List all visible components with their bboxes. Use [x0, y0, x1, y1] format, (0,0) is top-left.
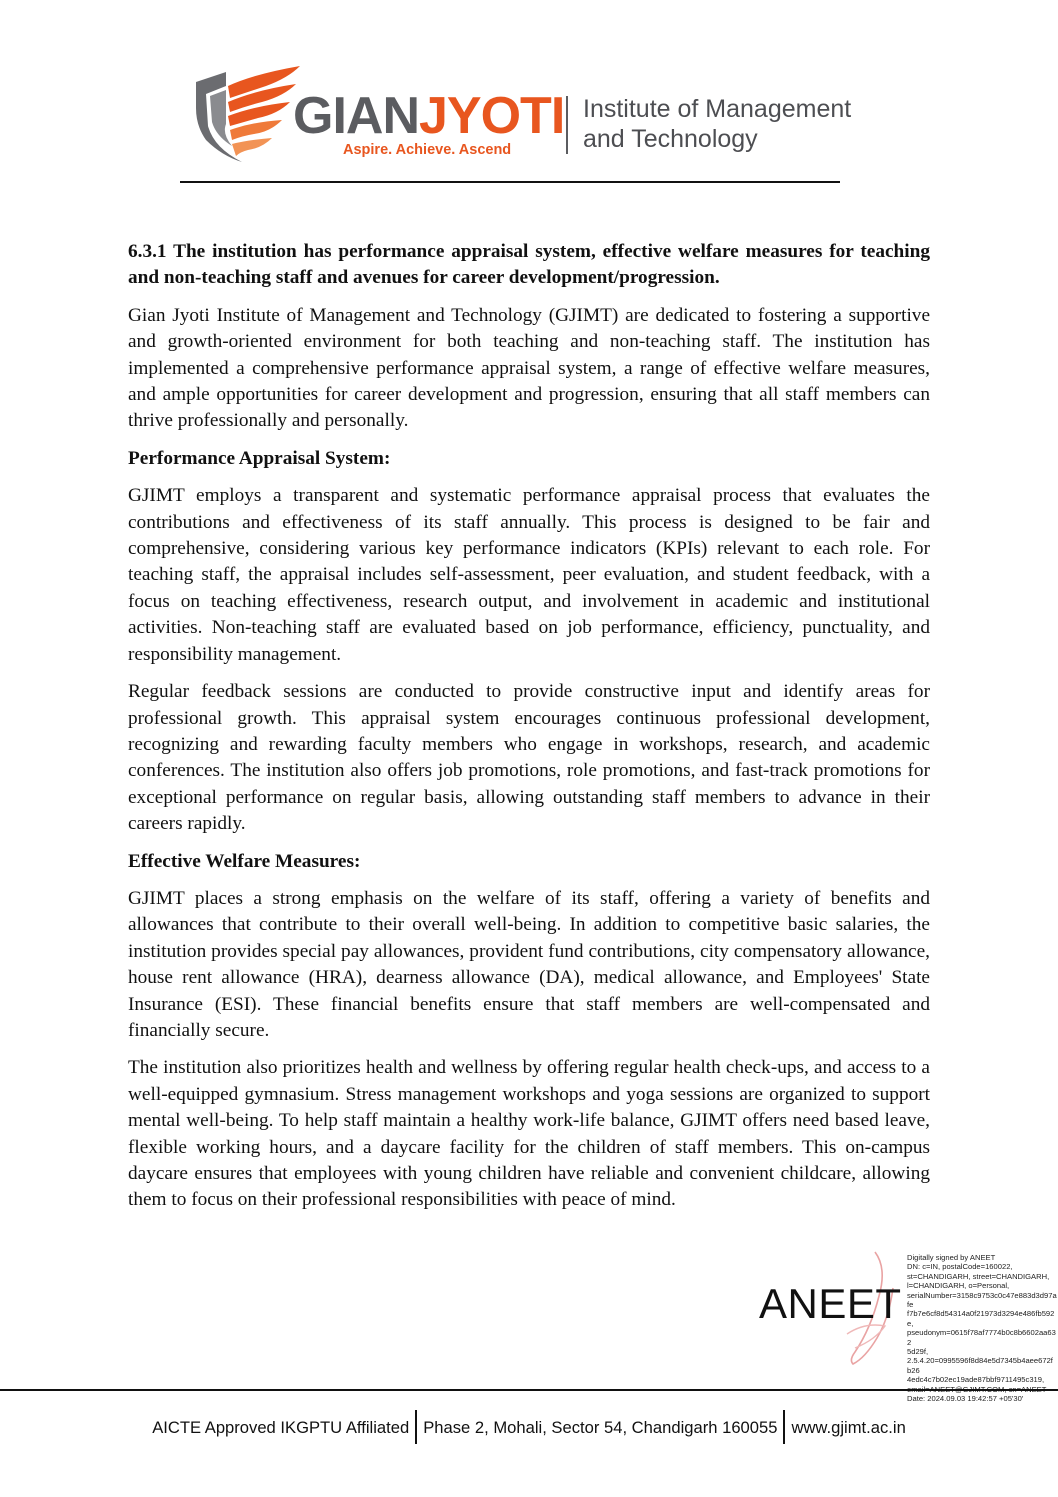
- brand-name: [293, 87, 565, 145]
- institute-name-line2: and Technology: [583, 125, 758, 153]
- signature-line: 4edc4c7b02ec19ade87bbf9711495c319,: [907, 1375, 1045, 1385]
- appraisal-paragraph-1: GJIMT employs a transparent and systematic performance appraisal process that evaluates the contributions and effectiveness of its staff annually. This process is designed to be fair and comprehensive, considering various key performance indicators (KPIs) relevant to each role. For teaching staff, the appraisal includes self-assessment, peer evaluation, and student feedback, with a focus on teaching effectiveness, research output, and involvement in academic and institutional activities. Non-teaching staff are evaluated based on job performance, efficiency, punctuality, and responsibility management.: [128, 485, 930, 665]
- signature-line: 2.5.4.20=0995596f8d84e5d7345b4aee672fb26: [907, 1356, 1053, 1375]
- section-heading-welfare: Effective Welfare Measures:: [128, 850, 361, 872]
- header-divider: [566, 96, 568, 154]
- signature-line: 5d29f,: [907, 1347, 929, 1357]
- footer-separator: [415, 1410, 417, 1444]
- institute-name-line1: Institute of Management: [583, 95, 852, 123]
- brand-tagline: Aspire. Achieve. Ascend: [343, 142, 512, 158]
- signature-line: Digitally signed by ANEET: [907, 1253, 996, 1262]
- signature-line: pseudonym=0615f78af7774b0c8b6602aa632: [907, 1328, 1056, 1347]
- footer-approval: AICTE Approved IKGPTU Affiliated: [152, 1418, 410, 1437]
- shield-wings-logo-icon: [192, 64, 304, 168]
- appraisal-paragraph-2: Regular feedback sessions are conducted to provide constructive input and identify areas for professional growth. This appraisal system encourages continuous professional development, recognizing and rewarding faculty members who engage in workshops, research, and academic conferences. The institution also offers job promotions, role promotions, and fast-track promotions for exceptional performance on regular basis, allowing outstanding staff members to advance in their careers rapidly.: [128, 681, 930, 835]
- signature-line: st=CHANDIGARH, street=CHANDIGARH,: [907, 1271, 1050, 1281]
- criterion-title: 6.3.1 The institution has performance appraisal system, effective welfare measures for teaching and non-teaching staff and avenues for career development/progression.: [128, 241, 930, 289]
- footer-address: Phase 2, Mohali, Sector 54, Chandigarh 160055: [423, 1418, 778, 1437]
- signature-line: Date: 2024.09.03 19:42:57 +05'30': [907, 1394, 1024, 1404]
- letterhead: [180, 62, 860, 162]
- signature-line: f7b7e6cf8d54314a0f21973d3294e486fb592e,: [907, 1309, 1055, 1328]
- signature-details: [907, 1253, 1057, 1404]
- brand-name-jyoti: JYOTI: [419, 87, 565, 145]
- signature-line: DN: c=IN, postalCode=160022,: [907, 1262, 1013, 1272]
- intro-paragraph: Gian Jyoti Institute of Management and Technology (GJIMT) are dedicated to fostering a supportive and growth-oriented environment for both teaching and non-teaching staff. The institution has implemented a comprehensive performance appraisal system, a range of effective welfare measures, and ample opportunities for career development and progression, ensuring that all staff members can thrive professionally and personally.: [128, 304, 930, 432]
- footer-website-link[interactable]: www.gjimt.ac.in: [791, 1418, 906, 1437]
- footer-rule: [0, 1389, 1058, 1391]
- institute-name: [583, 94, 851, 154]
- footer: [0, 1410, 1058, 1444]
- signature-line: serialNumber=3158c9753c0c47e883d3d97afe: [907, 1290, 1057, 1310]
- footer-separator: [783, 1410, 785, 1444]
- section-heading-appraisal: Performance Appraisal System:: [128, 447, 391, 469]
- signature-line: l=CHANDIGARH, o=Personal,: [907, 1281, 1010, 1291]
- brand-name-gian: GIAN: [293, 87, 419, 145]
- welfare-paragraph-1: GJIMT places a strong emphasis on the welfare of its staff, offering a variety of benefits and allowances that contribute to their overall well-being. In addition to competitive basic salaries, the institution provides special pay allowances, provident fund contributions, city compensatory allowance, house rent allowance (HRA), dearness allowance (DA), medical allowance, and Employees' State Insurance (ESI). These financial benefits ensure that staff members are well-compensated and financially secure.: [128, 887, 930, 1041]
- header-rule: [180, 181, 840, 183]
- welfare-paragraph-2: The institution also prioritizes health and wellness by offering regular health check-ups, and access to a well-equipped gymnasium. Stress management workshops and yoga sessions are organized to support mental well-being. To help staff maintain a healthy work-life balance, GJIMT offers need based leave, flexible working hours, and a daycare facility for the children of staff members. This on-campus daycare ensures that employees with young children have reliable and convenient childcare, allowing them to focus on their professional responsibilities with peace of mind.: [128, 1057, 930, 1211]
- document-body: [128, 239, 930, 1225]
- digital-signature: [755, 1248, 1057, 1404]
- signer-name: ANEET: [759, 1280, 902, 1327]
